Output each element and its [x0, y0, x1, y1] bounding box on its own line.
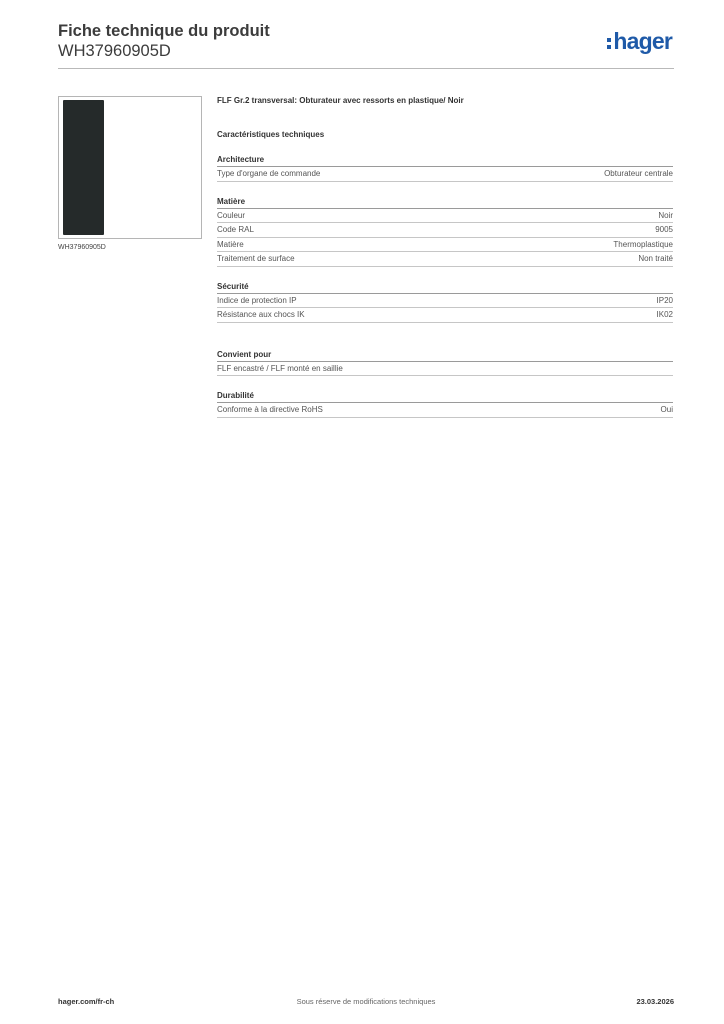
product-image-frame — [58, 96, 202, 239]
spec-label: Couleur — [217, 210, 246, 220]
spec-label: Résistance aux chocs IK — [217, 310, 305, 319]
footer-notice: Sous réserve de modifications techniques — [296, 997, 436, 1006]
spec-group-material — [217, 197, 673, 267]
spec-row — [217, 294, 673, 309]
spec-group-suitable-for — [217, 350, 673, 377]
spec-label: Type d'organe de commande — [217, 169, 321, 178]
spec-group-security — [217, 282, 673, 323]
page-header — [58, 22, 674, 70]
spec-group-durability — [217, 391, 673, 418]
spec-label: FLF encastré / FLF monté en saillie — [217, 363, 343, 373]
page-title: Fiche technique du produit — [58, 22, 270, 40]
spec-label: Traitement de surface — [217, 254, 295, 263]
spec-value: IK02 — [656, 310, 673, 319]
spec-group-title: Architecture — [217, 155, 673, 167]
spec-group-title: Durabilité — [217, 391, 673, 403]
logo-dots-icon — [607, 36, 611, 50]
logo-text: hager — [613, 28, 672, 54]
spec-group-title: Convient pour — [217, 350, 673, 362]
hager-logo — [607, 28, 672, 54]
spec-value: Thermoplastique — [613, 239, 673, 249]
spec-row — [217, 167, 673, 182]
spec-row — [217, 252, 673, 267]
spec-row — [217, 209, 673, 224]
spec-label: Indice de protection IP — [217, 295, 297, 305]
product-image — [63, 100, 104, 235]
product-reference: WH37960905D — [58, 42, 171, 60]
spec-value: Obturateur centrale — [604, 169, 673, 178]
spec-value: Oui — [660, 405, 673, 414]
spec-value: Noir — [658, 210, 673, 220]
footer-website-link[interactable]: hager.com/fr-ch — [58, 997, 115, 1006]
spec-value: Non traité — [638, 254, 673, 263]
product-image-caption: WH37960905D — [58, 244, 106, 251]
spec-label: Conforme à la directive RoHS — [217, 405, 323, 414]
spec-group-title: Sécurité — [217, 282, 673, 294]
spec-content — [217, 96, 673, 418]
spec-group-architecture — [217, 155, 673, 182]
spec-label: Matière — [217, 239, 244, 249]
spec-label: Code RAL — [217, 225, 254, 234]
spec-group-title: Matière — [217, 197, 673, 209]
spec-value: 9005 — [655, 225, 673, 234]
spec-row — [217, 238, 673, 253]
spec-row — [217, 308, 673, 323]
spec-row — [217, 403, 673, 418]
product-title: FLF Gr.2 transversal: Obturateur avec ressorts en plastique/ Noir — [217, 96, 464, 105]
spec-value: IP20 — [656, 295, 673, 305]
header-divider — [58, 68, 674, 69]
footer-date: 23.03.2026 — [636, 997, 674, 1006]
spec-row — [217, 362, 673, 377]
spec-heading: Caractéristiques techniques — [217, 130, 325, 139]
spec-row — [217, 223, 673, 238]
